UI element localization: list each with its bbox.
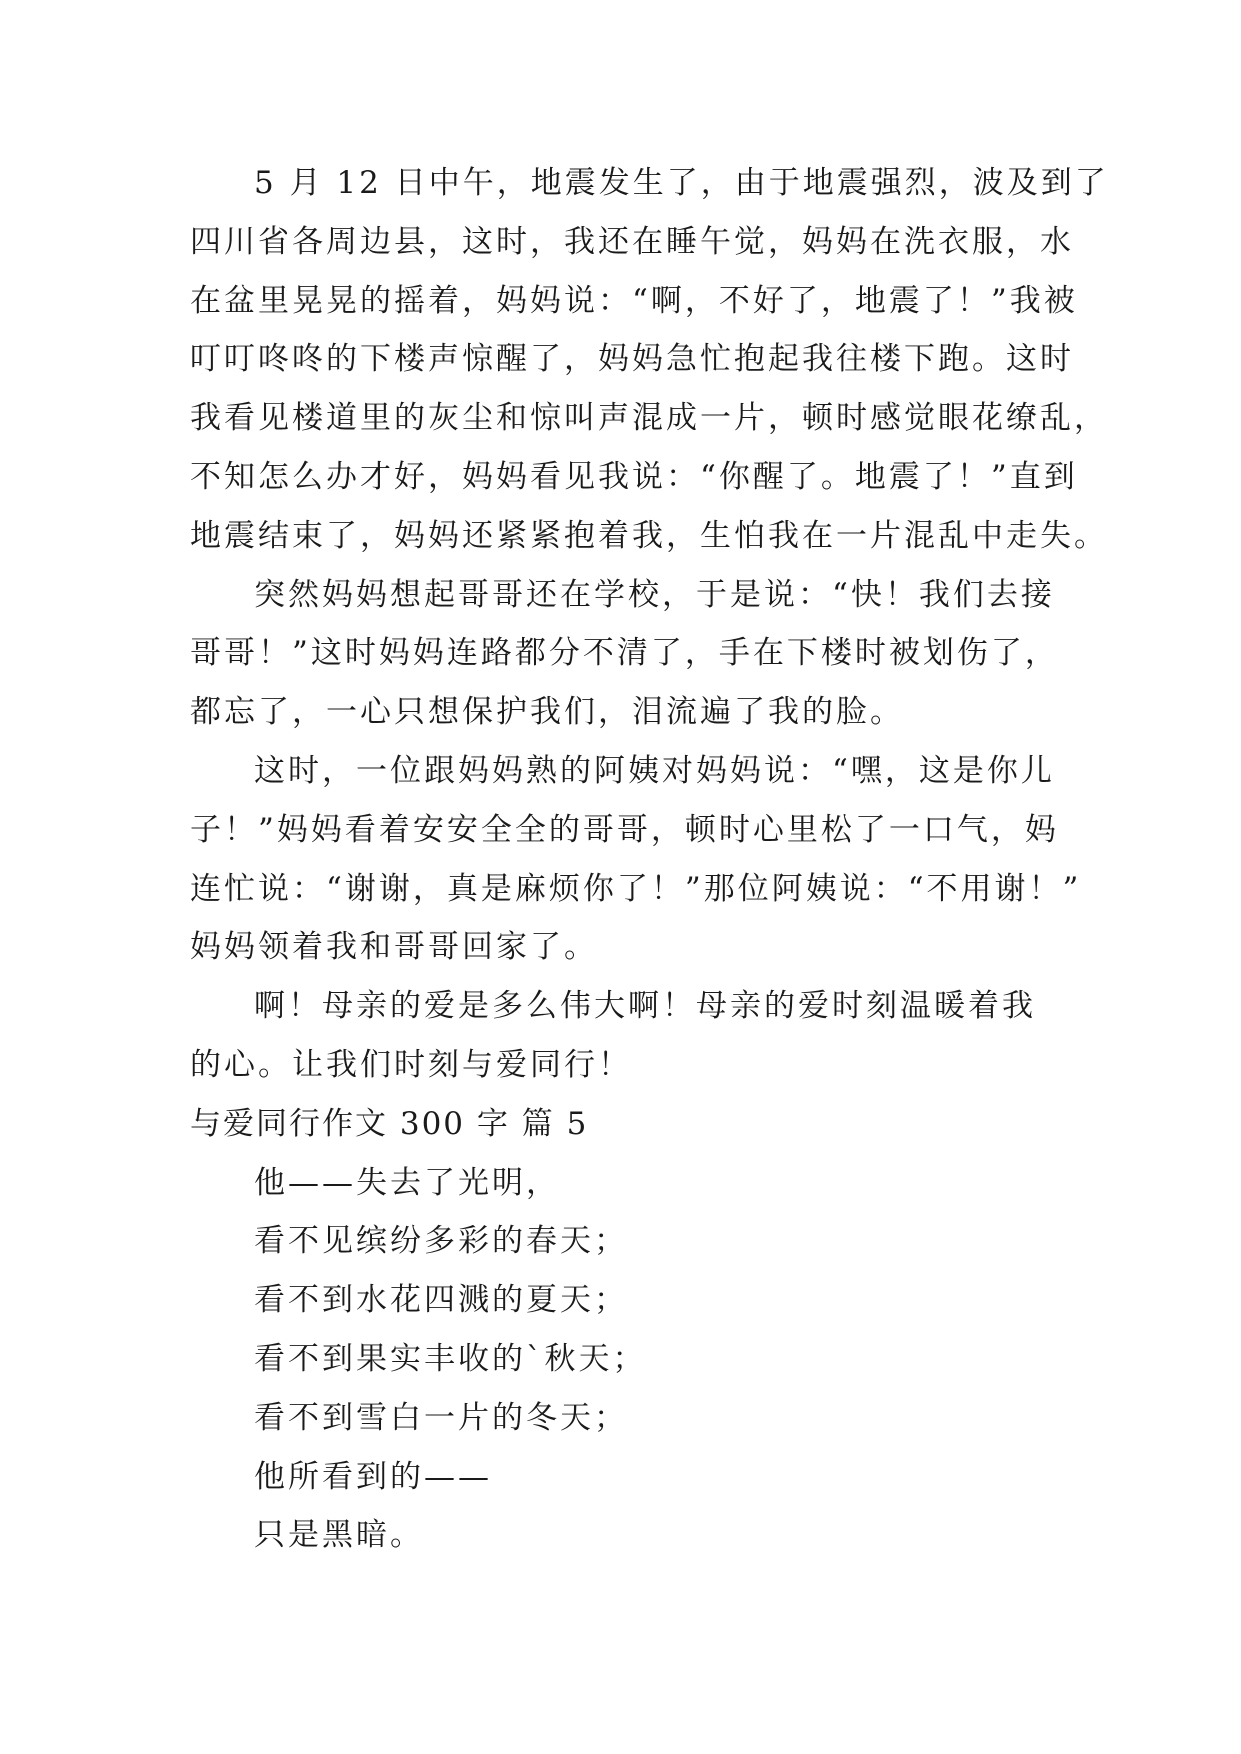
text-line: 我看见楼道里的灰尘和惊叫声混成一片，顿时感觉眼花缭乱， [190,400,1108,437]
paragraph-aunt [190,742,1082,977]
poem-line: 看不见缤纷多彩的春天； [254,1223,628,1260]
text-line: 连忙说：“谢谢，真是麻烦你了！”那位阿姨说：“不用谢！” [190,870,1082,907]
paragraph-brother-school [190,566,1059,742]
text-line: 5 月 12 日中午，地震发生了，由于地震强烈，波及到了 [254,165,1109,201]
section-heading: 与爱同行作文 300 字 篇 5 [190,1105,589,1142]
paragraph-mother-love [190,977,1050,1095]
poem-line: 看不到果实丰收的`秋天； [254,1340,647,1377]
text-line: 叮叮咚咚的下楼声惊醒了，妈妈急忙抱起我往楼下跑。这时 [190,341,1074,378]
text-line: 四川省各周边县，这时，我还在睡午觉，妈妈在洗衣服，水 [190,223,1074,260]
paragraph-earthquake [190,154,1109,566]
text-line: 啊！母亲的爱是多么伟大啊！母亲的爱时刻温暖着我 [254,988,1036,1025]
text-line: 突然妈妈想起哥哥还在学校，于是说：“快！我们去接 [254,576,1055,613]
text-line: 子！”妈妈看着安安全全的哥哥，顿时心里松了一口气，妈 [190,811,1059,848]
poem-line: 看不到雪白一片的冬天； [254,1399,628,1436]
poem-line: 他——失去了光明， [254,1164,560,1201]
text-line: 妈妈领着我和哥哥回家了。 [190,929,598,966]
text-line: 这时，一位跟妈妈熟的阿姨对妈妈说：“嘿，这是你儿 [254,752,1055,789]
document-body [190,154,1109,1565]
text-line: 都忘了，一心只想保护我们，泪流遍了我的脸。 [190,694,904,731]
text-line: 的心。让我们时刻与爱同行！ [190,1046,632,1083]
text-line: 地震结束了，妈妈还紧紧抱着我，生怕我在一片混乱中走失。 [190,517,1108,554]
text-line: 不知怎么办才好，妈妈看见我说：“你醒了。地震了！”直到 [190,458,1078,495]
poem [190,1154,1050,1566]
poem-line: 看不到水花四溅的夏天； [254,1282,628,1319]
text-line: 在盆里晃晃的摇着，妈妈说：“啊，不好了，地震了！”我被 [190,282,1078,319]
text-line: 哥哥！”这时妈妈连路都分不清了，手在下楼时被划伤了， [190,635,1059,672]
poem-line: 他所看到的—— [254,1458,492,1495]
poem-line: 只是黑暗。 [254,1517,424,1554]
